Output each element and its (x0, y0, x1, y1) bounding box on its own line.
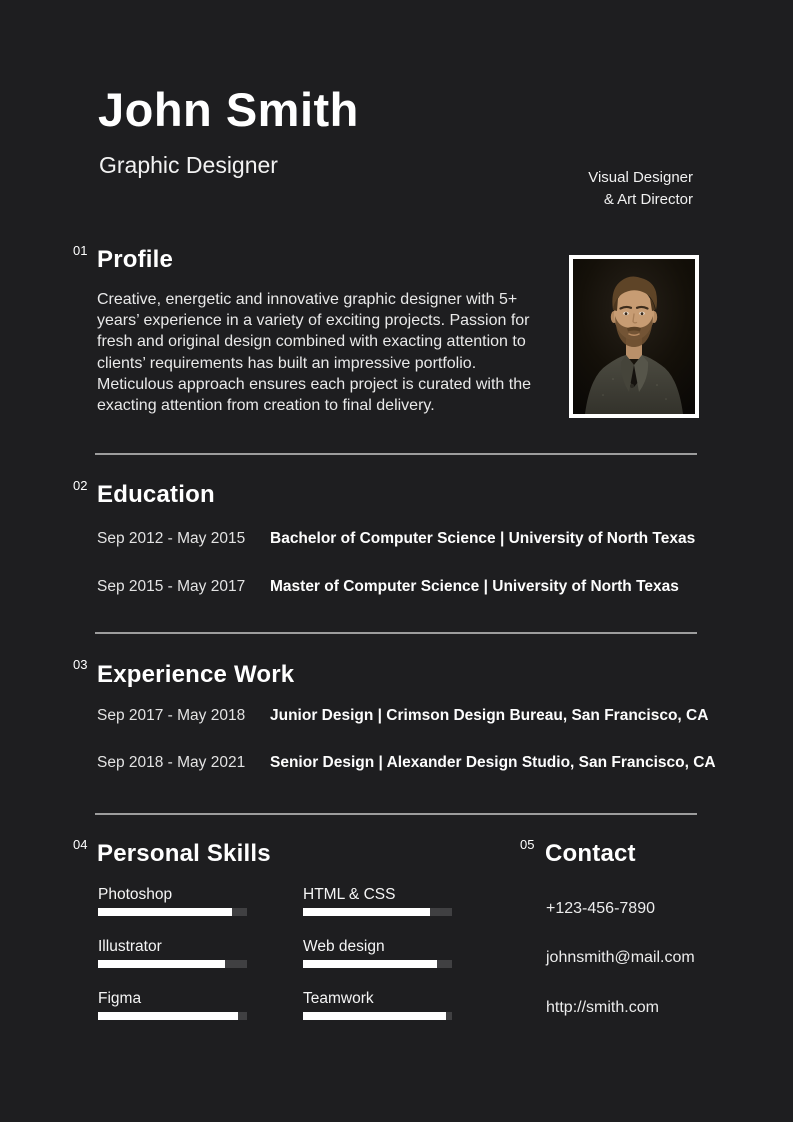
experience-period: Sep 2017 - May 2018 (97, 707, 246, 724)
skill-bar-fill (303, 1012, 446, 1020)
skill-item-photoshop (98, 886, 247, 916)
contact-section-number: 05 (520, 837, 535, 852)
skill-bar-track (98, 1012, 247, 1020)
skills-section-heading: Personal Skills (97, 840, 271, 867)
experience-section-heading: Experience Work (97, 661, 295, 688)
skill-label: Photoshop (98, 886, 173, 903)
tagline-line-2: & Art Director (603, 190, 693, 208)
education-period: Sep 2012 - May 2015 (97, 530, 246, 547)
experience-entry (97, 754, 716, 772)
experience-detail: Junior Design | Crimson Design Bureau, San Francisco, CA (270, 707, 709, 724)
person-role: Graphic Designer (99, 152, 278, 178)
profile-photo (569, 255, 699, 418)
skill-bar-fill (98, 1012, 238, 1020)
person-name: John Smith (98, 83, 359, 136)
tagline (588, 167, 693, 210)
profile-line: years’ experience in a variety of exciting projects. Passion for (97, 312, 530, 330)
contact-section-heading: Contact (545, 840, 636, 867)
portrait-illustration (573, 259, 695, 414)
profile-line: Creative, energetic and innovative graphic designer with 5+ (97, 291, 518, 308)
tagline-line-1: Visual Designer (588, 169, 693, 186)
experience-detail: Senior Design | Alexander Design Studio, San Francisco, CA (270, 754, 716, 771)
profile-line: exacting attention from creation to final delivery. (97, 397, 435, 415)
education-section-number: 02 (73, 478, 88, 493)
education-entry (97, 578, 679, 596)
section-divider (95, 632, 697, 634)
skill-bar-fill (303, 960, 437, 968)
contact-phone: +123-456-7890 (546, 900, 655, 917)
skill-bar-track (98, 908, 247, 916)
profile-section-heading: Profile (97, 246, 174, 273)
skill-item-web-design (303, 938, 452, 968)
experience-entry (97, 707, 708, 725)
section-divider (95, 813, 697, 815)
profile-section-number: 01 (73, 243, 88, 258)
contact-website: http://smith.com (546, 999, 659, 1016)
skill-label: HTML & CSS (303, 886, 396, 903)
skill-bar-fill (303, 908, 430, 916)
skill-item-illustrator (98, 938, 247, 968)
skill-bar-track (303, 960, 452, 968)
skills-section-number: 04 (73, 837, 88, 852)
skill-bar-track (303, 908, 452, 916)
section-divider (95, 453, 697, 455)
skill-item-html-css (303, 886, 452, 916)
experience-section-number: 03 (73, 657, 88, 672)
education-detail: Bachelor of Computer Science | University of North Texas (270, 530, 696, 547)
skill-bar-fill (98, 908, 232, 916)
skill-label: Illustrator (98, 938, 162, 955)
skill-label: Teamwork (303, 990, 374, 1007)
skill-bar-track (303, 1012, 452, 1020)
education-period: Sep 2015 - May 2017 (97, 578, 246, 595)
education-detail: Master of Computer Science | University of North Texas (270, 578, 679, 595)
skill-label: Figma (98, 990, 142, 1007)
profile-summary (97, 289, 531, 416)
education-section-heading: Education (97, 481, 215, 508)
profile-line: clients’ requirements has built an impressive portfolio. (97, 354, 477, 372)
experience-period: Sep 2018 - May 2021 (97, 754, 246, 771)
skill-bar-fill (98, 960, 225, 968)
profile-line: fresh and original design combined with exacting attention to (97, 333, 526, 351)
education-entry (97, 530, 695, 548)
contact-email: johnsmith@mail.com (546, 949, 695, 966)
skill-item-teamwork (303, 990, 452, 1020)
skill-bar-track (98, 960, 247, 968)
profile-line: Meticulous approach ensures each project is curated with the (97, 375, 532, 393)
skill-label: Web design (303, 938, 385, 955)
skill-item-figma (98, 990, 247, 1020)
